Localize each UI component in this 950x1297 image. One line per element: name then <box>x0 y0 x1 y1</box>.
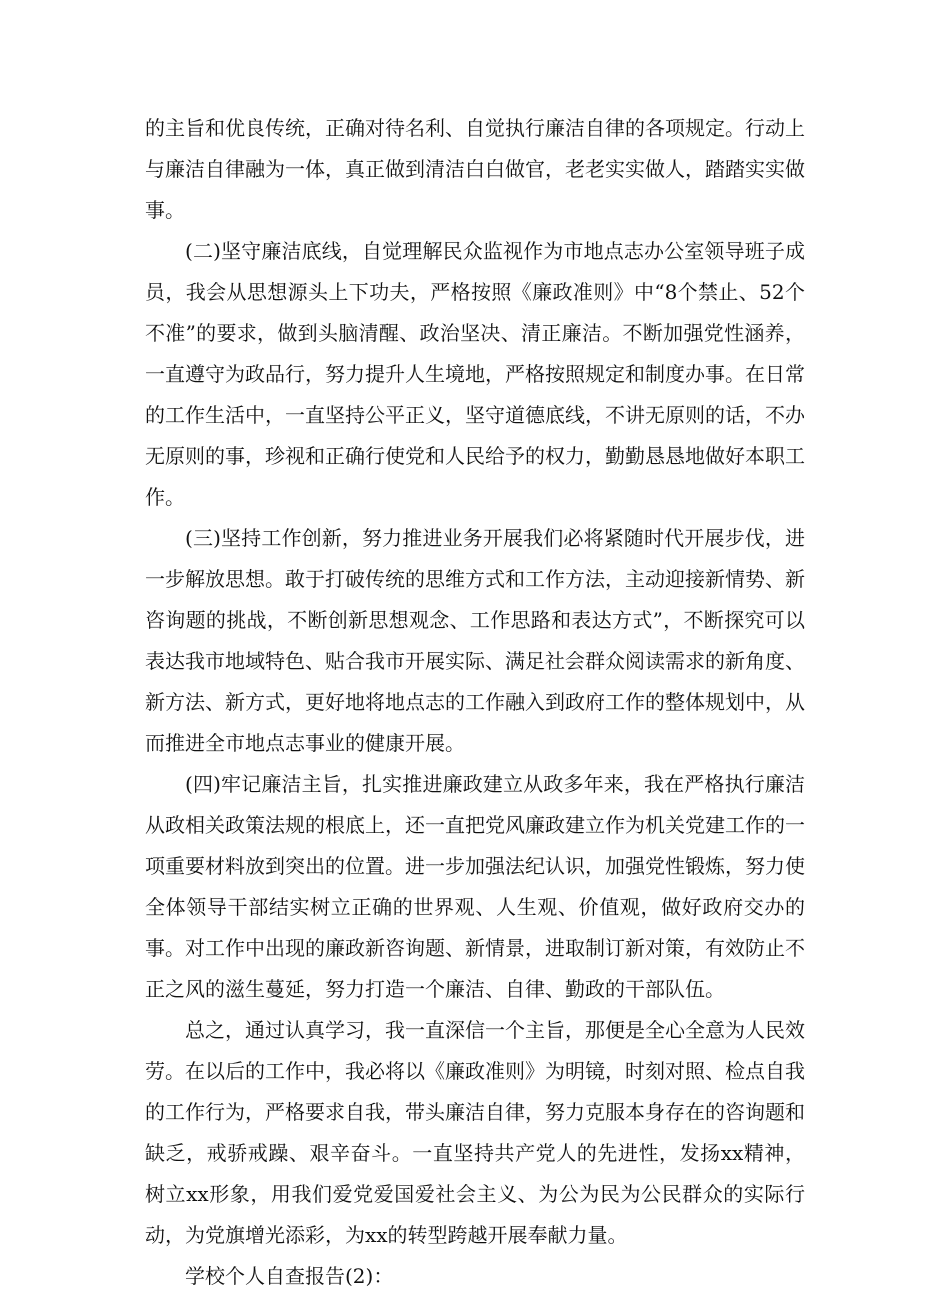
document-body <box>145 108 805 1297</box>
paragraph-conclusion: 总之，通过认真学习，我一直深信一个主旨，那便是全心全意为人民效劳。在以后的工作中，我必将以《廉政准则》为明镜，时刻对照、检点自我的工作行为，严格要求自我，带头廉洁自律，努力克服本身存在的咨询题和缺乏，戒骄戒躁、艰辛奋斗。一直坚持共产党人的先进性，发扬xx精神，树立xx形象，用我们爱党爱国爱社会主义、为公为民为公民群众的实际行动，为党旗增光添彩，为xx的转型跨越开展奉献力量。 <box>145 1018 805 1247</box>
paragraph-section-4: (四)牢记廉洁主旨，扎实推进廉政建立从政多年来，我在严格执行廉洁从政相关政策法规的根底上，还一直把党风廉政建立作为机关党建工作的一项重要材料放到突出的位置。进一步加强法纪认识，加强党性锻炼，努力使全体领导干部结实树立正确的世界观、人生观、价值观，做好政府交办的事。对工作中出现的廉政新咨询题、新情景，进取制订新对策，有效防止不正之风的滋生蔓延，努力打造一个廉洁、自律、勤政的干部队伍。 <box>145 772 805 1001</box>
next-report-heading: 学校个人自查报告(2)： <box>185 1264 394 1288</box>
paragraph-intro: 的主旨和优良传统，正确对待名利、自觉执行廉洁自律的各项规定。行动上与廉洁自律融为一体，真正做到清洁白白做官，老老实实做人，踏踏实实做事。 <box>145 116 805 222</box>
paragraph-section-3: (三)坚持工作创新，努力推进业务开展我们必将紧随时代开展步伐，进一步解放思想。敢于打破传统的思维方式和工作方法，主动迎接新情势、新咨询题的挑战，不断创新思想观念、工作思路和表达方式”，不断探究可以表达我市地域特色、贴合我市开展实际、满足社会群众阅读需求的新角度、新方法、新方式，更好地将地点志的工作融入到政府工作的整体规划中，从而推进全市地点志事业的健康开展。 <box>145 526 805 755</box>
paragraph-section-2: (二)坚守廉洁底线，自觉理解民众监视作为市地点志办公室领导班子成员，我会从思想源头上下功夫，严格按照《廉政准则》中“8个禁止、52个不准”的要求，做到头脑清醒、政治坚决、清正廉洁。不断加强党性涵养，一直遵守为政品行，努力提升人生境地，严格按照规定和制度办事。在日常的工作生活中，一直坚持公平正义，坚守道德底线，不讲无原则的话，不办无原则的事，珍视和正确行使党和人民给予的权力，勤勤恳恳地做好本职工作。 <box>145 239 805 509</box>
